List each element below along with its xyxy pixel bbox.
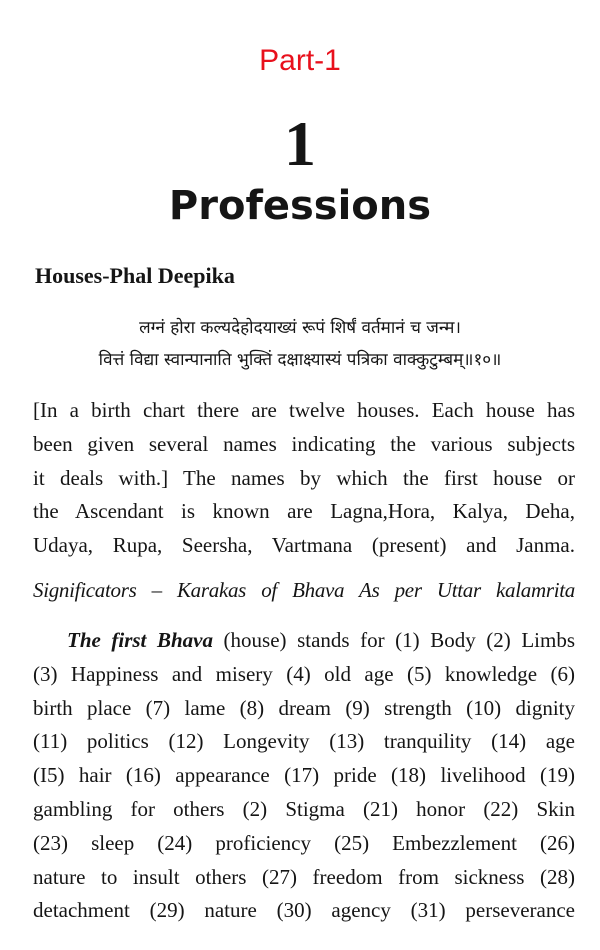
section-heading: Houses-Phal Deepika (35, 263, 235, 288)
intro-line: [In a birth chart there are twelve houses. Each house has (33, 398, 575, 422)
intro-paragraph (33, 394, 575, 563)
intro-line: been given several names indicating the various subjects (33, 431, 575, 456)
first-bhava-paragraph (33, 624, 575, 928)
sanskrit-verse-line: लग्नं होरा कल्यदेहोदयाख्यं रूपं शिर्षं वर्तमानं च जन्म। (139, 318, 461, 338)
body-line: (3) Happiness and misery (4) old age (5) knowledge (6) (33, 661, 575, 686)
first-bhava-label: The first Bhava (67, 628, 213, 652)
sanskrit-verse-line: वित्तं विद्या स्वान्पानाति भुक्तिं दक्षाक्ष्यास्यं पत्रिका वाक्कुटुम्बम्॥१०॥ (98, 350, 502, 370)
intro-line: the Ascendant is known are Lagna,Hora, Kalya, Deha, (33, 499, 575, 524)
body-line: gambling for others (2) Stigma (21) honor (22) Skin (33, 796, 575, 821)
intro-line: Udaya, Rupa, Seersha, Vartmana (present) and Janma. (33, 533, 575, 558)
body-line: birth place (7) lame (8) dream (9) strength (10) dignity (33, 695, 575, 720)
body-line: (23) sleep (24) proficiency (25) Embezzlement (26) (33, 830, 575, 855)
body-line: (I5) hair (16) appearance (17) pride (18) livelihood (19) (33, 763, 575, 788)
body-line-text: (house) stands for (1) Body (2) Limbs (212, 628, 575, 652)
body-line: (11) politics (12) Longevity (13) tranquility (14) age (33, 729, 575, 754)
body-line (33, 624, 575, 658)
intro-line: it deals with.] The names by which the first house or (33, 465, 575, 490)
significators-heading: Significators – Karakas of Bhava As per Uttar kalamrita (33, 578, 575, 602)
body-line: nature to insult others (27) freedom from sickness (28) (33, 864, 575, 889)
part-label: Part-1 (259, 44, 341, 77)
chapter-number: 1 (284, 108, 316, 179)
chapter-title: Professions (168, 183, 432, 229)
body-line: detachment (29) nature (30) agency (31) perseverance (33, 898, 575, 923)
